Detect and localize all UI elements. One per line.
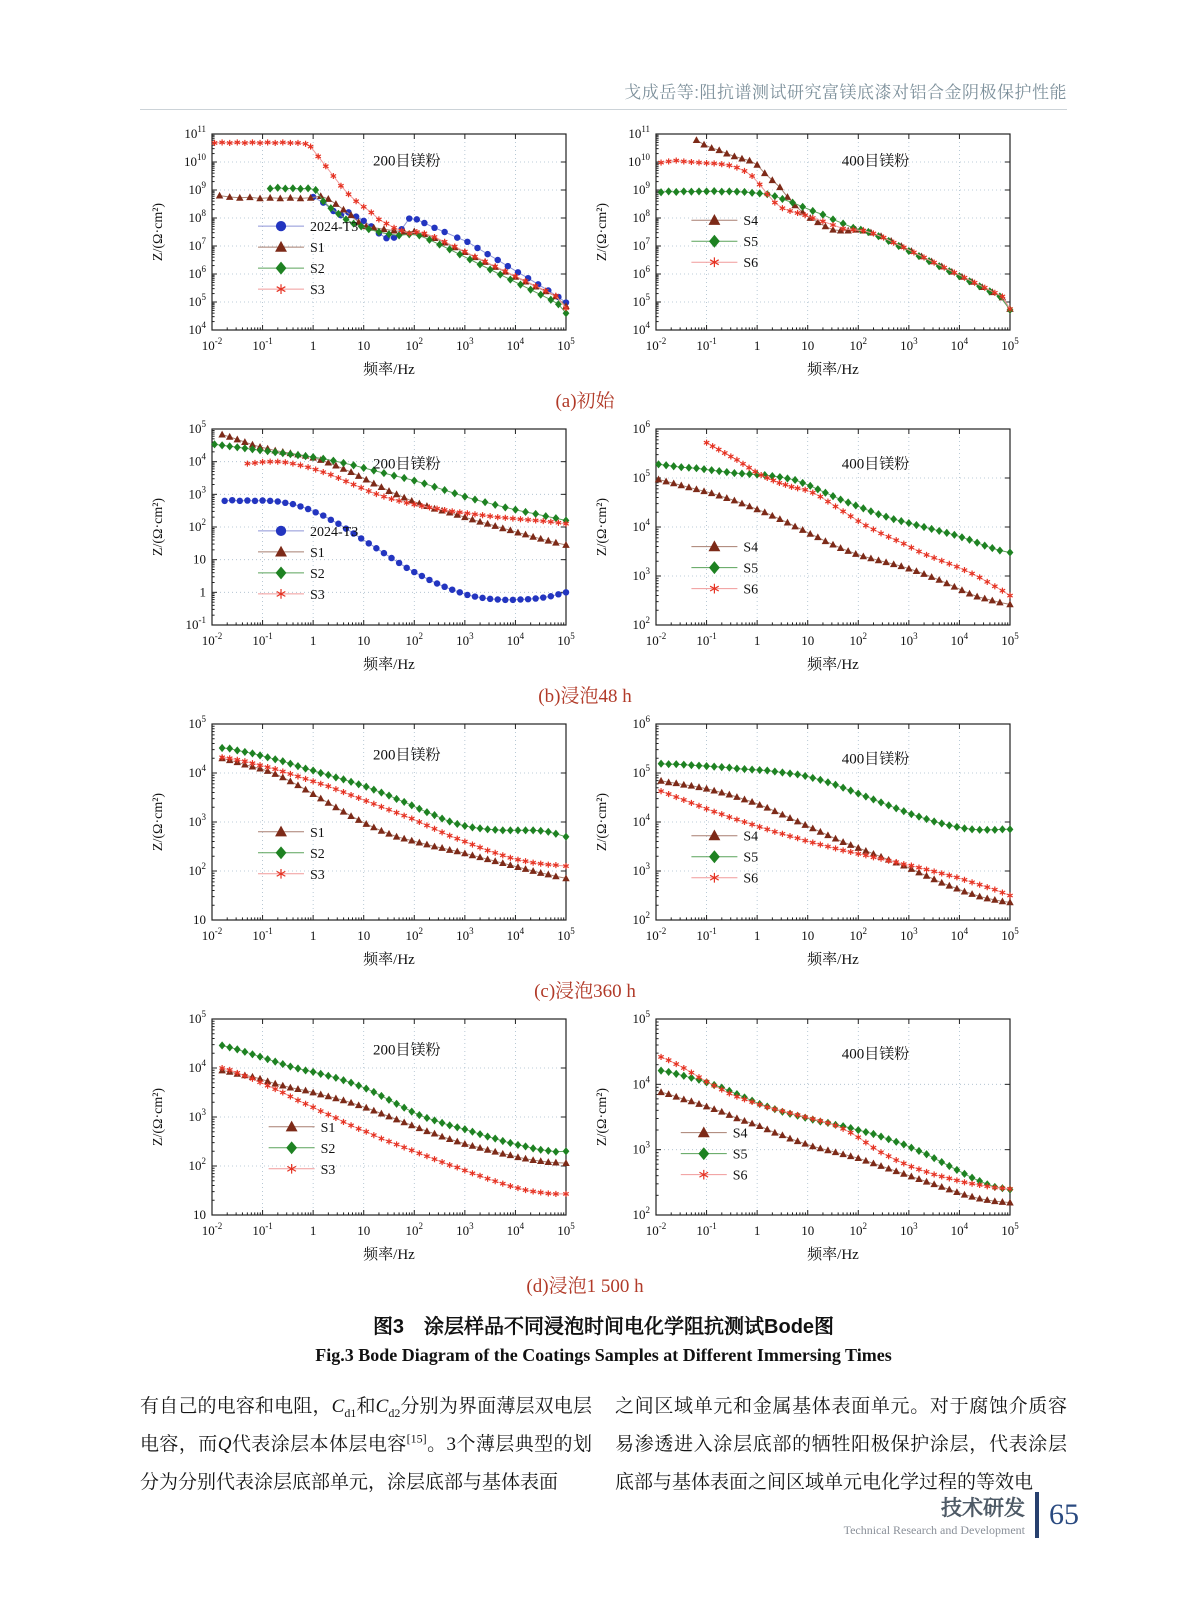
body-text-segment: Q <box>217 1434 232 1455</box>
svg-text:10-2: $10^{-2}$ <box>201 1221 223 1238</box>
svg-text:S2: S2 <box>310 566 325 582</box>
chart-series-S4 <box>657 777 1013 905</box>
figure-caption-zh: 图3 涂层样品不同浸泡时间电化学阻抗测试Bode图 <box>372 1316 835 1338</box>
svg-text:1: 1 <box>753 338 761 353</box>
svg-text:102: $10^2$ <box>188 517 206 534</box>
chart-legend <box>691 540 758 597</box>
svg-text:1011: $10^{11}$ <box>628 124 650 141</box>
svg-text:S6: S6 <box>743 871 759 887</box>
chart-ylabel: Z/(Ω·cm²) <box>595 792 610 852</box>
chart-ylabel: Z/(Ω·cm²) <box>595 497 610 557</box>
svg-text:S6: S6 <box>732 1168 748 1184</box>
row-caption-b: (b)浸泡48 h <box>538 686 632 707</box>
chart-plot-area <box>595 419 1019 673</box>
svg-text:102: $10^2$ <box>405 926 424 943</box>
svg-text:S2: S2 <box>310 262 325 278</box>
body-text-segment: 分别为界面薄层双电层电容，而 <box>140 1396 592 1455</box>
chart-title: 400目镁粉 <box>841 1046 910 1063</box>
chart-plot-area <box>151 1009 575 1263</box>
chart-legend <box>258 220 358 298</box>
body-text-segment: 有自己的电容和电阻， <box>140 1396 332 1417</box>
svg-text:105: $10^5$ <box>188 292 206 309</box>
svg-text:103: $10^3$ <box>632 1139 650 1157</box>
chart-title: 400目镁粉 <box>841 751 910 768</box>
chart-series-S5 <box>658 187 1014 314</box>
body-text-segment: [15] <box>406 1431 427 1446</box>
chart-legend <box>269 1121 336 1178</box>
svg-text:103: $10^3$ <box>456 631 474 648</box>
svg-text:10-1: $10^{-1}$ <box>185 615 206 632</box>
svg-text:102: $10^2$ <box>632 1205 650 1222</box>
figure-grid <box>140 124 1067 1304</box>
figure-caption-en: Fig.3 Bode Diagram of the Coatings Samples at Different Immersing Times <box>315 1345 892 1365</box>
svg-text:S1: S1 <box>310 825 325 841</box>
chart-ylabel: Z/(Ω·cm²) <box>151 792 166 852</box>
svg-text:1: 1 <box>199 584 206 600</box>
svg-text:104: $10^4$ <box>632 320 650 337</box>
row-caption-a: (a)初始 <box>555 391 615 412</box>
body-text-segment: 之间区域单元和金属基体表面单元。对于腐蚀介质容易渗透进入涂层底部的牺牲阳极保护涂层，代表涂层底部与基体表面之间区域单元电化学过程的等效电 <box>615 1396 1067 1493</box>
chart-ylabel: Z/(Ω·cm²) <box>151 1087 166 1147</box>
svg-text:S4: S4 <box>743 540 759 556</box>
chart-xlabel: 频率/Hz <box>807 362 859 378</box>
body-text-segment: 代表涂层本体层电容 <box>231 1434 407 1455</box>
chart-series-S2 <box>219 1041 570 1155</box>
svg-text:103: $10^3$ <box>900 631 918 648</box>
chart-plot-area <box>151 714 575 968</box>
svg-text:10: 10 <box>193 1207 206 1222</box>
svg-text:1: 1 <box>309 928 317 943</box>
svg-text:103: $10^3$ <box>188 1107 206 1124</box>
svg-text:102: $10^2$ <box>849 1221 868 1238</box>
chart-series-S1 <box>218 431 569 548</box>
svg-text:104: $10^4$ <box>188 451 206 469</box>
bode-chart-a-left <box>146 124 580 384</box>
chart-legend <box>691 214 758 271</box>
page-number: 65 <box>1049 1498 1079 1531</box>
page-content <box>140 0 1067 1502</box>
svg-text:103: $10^3$ <box>188 484 206 502</box>
svg-text:10-1: $10^{-1}$ <box>252 1221 273 1238</box>
svg-text:104: $10^4$ <box>506 336 525 353</box>
chart-xlabel: 频率/Hz <box>807 952 859 968</box>
svg-text:103: $10^3$ <box>632 566 650 583</box>
chart-series-S3 <box>219 754 568 869</box>
svg-text:S1: S1 <box>310 241 325 257</box>
header-divider <box>140 109 1067 110</box>
bode-chart-d-left <box>146 1009 580 1269</box>
svg-text:S2: S2 <box>320 1141 336 1157</box>
svg-text:10: 10 <box>801 633 815 648</box>
svg-text:10-2: $10^{-2}$ <box>645 631 667 648</box>
body-text-segment: d2 <box>388 1405 401 1420</box>
bode-chart-d-right <box>590 1009 1024 1269</box>
svg-text:104: $10^4$ <box>188 320 206 337</box>
svg-text:10: 10 <box>193 912 206 927</box>
svg-text:109: $10^9$ <box>188 180 206 197</box>
svg-text:104: $10^4$ <box>188 763 206 780</box>
chart-series-S2 <box>211 440 569 524</box>
chart-plot-area <box>595 714 1019 968</box>
svg-text:103: $10^3$ <box>632 861 650 878</box>
footer-divider-bar <box>1035 1492 1039 1538</box>
svg-text:102: $10^2$ <box>632 910 650 927</box>
svg-text:1: 1 <box>753 928 761 943</box>
svg-text:108: $10^8$ <box>188 208 206 225</box>
body-text-segment: C <box>331 1396 345 1417</box>
svg-text:S6: S6 <box>743 582 759 598</box>
body-paragraph-right <box>615 1388 1067 1502</box>
svg-text:102: $10^2$ <box>405 1221 424 1238</box>
footer-section-zh: 技术研发 <box>941 1497 1025 1520</box>
svg-text:1011: $10^{11}$ <box>184 124 206 141</box>
chart-gridlines <box>656 1019 1010 1215</box>
chart-legend <box>258 826 325 883</box>
svg-text:10: 10 <box>357 928 371 943</box>
svg-text:104: $10^4$ <box>632 517 650 534</box>
chart-xlabel: 频率/Hz <box>363 362 415 378</box>
svg-text:102: $10^2$ <box>632 615 650 632</box>
chart-gridlines <box>656 429 1010 625</box>
chart-legend <box>681 1126 748 1183</box>
svg-text:106: $10^6$ <box>632 419 650 436</box>
chart-xlabel: 频率/Hz <box>363 1247 415 1263</box>
svg-text:106: $10^6$ <box>632 714 650 731</box>
svg-text:1010: $10^{10}$ <box>628 152 650 169</box>
running-head-title: 戈成岳等:阻抗谱测试研究富镁底漆对铝合金阴极保护性能 <box>624 83 1067 102</box>
footer-section-en: Technical Research and Development <box>843 1523 1025 1537</box>
svg-text:S5: S5 <box>732 1147 748 1163</box>
svg-text:10: 10 <box>193 551 206 567</box>
chart-xlabel: 频率/Hz <box>807 1247 859 1263</box>
svg-text:103: $10^3$ <box>900 336 918 353</box>
svg-text:103: $10^3$ <box>456 1221 474 1238</box>
chart-ylabel: Z/(Ω·cm²) <box>595 1087 610 1147</box>
svg-text:2024-T3: 2024-T3 <box>310 524 359 540</box>
svg-text:1: 1 <box>309 1223 317 1238</box>
svg-text:106: $10^6$ <box>188 264 206 281</box>
chart-series-2024-T3 <box>221 497 569 603</box>
svg-text:1: 1 <box>309 633 317 648</box>
chart-legend <box>258 525 358 603</box>
svg-text:10-1: $10^{-1}$ <box>696 631 717 648</box>
chart-title: 200目镁粉 <box>372 456 441 473</box>
svg-text:105: $10^5$ <box>188 1009 206 1026</box>
chart-title: 400目镁粉 <box>841 456 910 473</box>
svg-text:10: 10 <box>801 1223 815 1238</box>
chart-series-S1 <box>218 1067 569 1166</box>
svg-text:108: $10^8$ <box>632 208 650 225</box>
svg-text:105: $10^5$ <box>557 926 575 943</box>
svg-text:105: $10^5$ <box>1001 1221 1019 1238</box>
svg-text:S5: S5 <box>743 235 759 251</box>
svg-text:104: $10^4$ <box>632 812 650 829</box>
svg-text:103: $10^3$ <box>188 812 206 829</box>
svg-text:10: 10 <box>357 633 371 648</box>
svg-text:S5: S5 <box>743 850 759 866</box>
chart-series-S5 <box>655 460 1013 556</box>
svg-text:102: $10^2$ <box>405 631 424 648</box>
chart-ticks <box>656 1019 1010 1215</box>
body-paragraph-left <box>140 1388 592 1502</box>
svg-text:10: 10 <box>801 928 815 943</box>
svg-text:S5: S5 <box>743 561 759 577</box>
chart-plot-area <box>151 419 575 673</box>
body-text-segment: 。3个薄层典型的划分为分别代表涂层底部单元，涂层底部与基体表面 <box>140 1434 592 1493</box>
bode-chart-a-right <box>590 124 1024 384</box>
svg-text:10: 10 <box>357 338 371 353</box>
chart-series-S3 <box>219 1065 568 1197</box>
chart-ylabel: Z/(Ω·cm²) <box>595 202 610 262</box>
svg-text:S1: S1 <box>320 1120 336 1136</box>
svg-text:1: 1 <box>753 1223 761 1238</box>
svg-text:10-1: $10^{-1}$ <box>696 1221 717 1238</box>
chart-series-S4 <box>657 1088 1013 1205</box>
page-footer <box>844 1492 1079 1538</box>
svg-text:105: $10^5$ <box>557 1221 575 1238</box>
svg-text:105: $10^5$ <box>1001 336 1019 353</box>
svg-text:104: $10^4$ <box>950 926 969 943</box>
svg-text:S4: S4 <box>732 1126 748 1142</box>
svg-text:105: $10^5$ <box>632 468 650 485</box>
svg-text:105: $10^5$ <box>1001 926 1019 943</box>
bode-chart-c-left <box>146 714 580 974</box>
svg-text:102: $10^2$ <box>405 336 424 353</box>
svg-text:103: $10^3$ <box>900 1221 918 1238</box>
svg-text:104: $10^4$ <box>950 336 969 353</box>
svg-text:109: $10^9$ <box>632 180 650 197</box>
svg-text:1: 1 <box>753 633 761 648</box>
chart-legend <box>691 830 758 887</box>
svg-text:105: $10^5$ <box>632 1009 650 1026</box>
svg-text:S4: S4 <box>743 214 759 230</box>
chart-title: 200目镁粉 <box>372 747 441 764</box>
svg-text:105: $10^5$ <box>557 631 575 648</box>
bode-chart-b-right <box>590 419 1024 679</box>
svg-text:104: $10^4$ <box>950 1221 969 1238</box>
svg-text:105: $10^5$ <box>188 714 206 731</box>
svg-text:104: $10^4$ <box>632 1074 650 1092</box>
svg-text:S2: S2 <box>310 846 325 862</box>
svg-text:10-1: $10^{-1}$ <box>252 631 273 648</box>
svg-text:102: $10^2$ <box>849 631 868 648</box>
svg-text:10-1: $10^{-1}$ <box>696 336 717 353</box>
svg-text:10-2: $10^{-2}$ <box>645 1221 667 1238</box>
svg-text:103: $10^3$ <box>456 336 474 353</box>
svg-text:S3: S3 <box>320 1162 336 1178</box>
svg-text:105: $10^5$ <box>632 763 650 780</box>
body-text-segment: 和 <box>356 1396 376 1417</box>
svg-text:106: $10^6$ <box>632 264 650 281</box>
svg-text:104: $10^4$ <box>950 631 969 648</box>
svg-text:105: $10^5$ <box>188 419 206 436</box>
svg-text:102: $10^2$ <box>188 861 206 878</box>
svg-text:10: 10 <box>357 1223 371 1238</box>
svg-text:103: $10^3$ <box>456 926 474 943</box>
row-caption-d: (d)浸泡1 500 h <box>526 1276 644 1297</box>
chart-title: 200目镁粉 <box>372 1042 441 1059</box>
svg-text:2024-T3: 2024-T3 <box>310 220 359 236</box>
bode-chart-c-right <box>590 714 1024 974</box>
svg-text:1010: $10^{10}$ <box>184 152 206 169</box>
svg-text:10-2: $10^{-2}$ <box>201 336 223 353</box>
svg-text:S3: S3 <box>310 283 325 299</box>
body-text <box>140 1388 1067 1502</box>
chart-xlabel: 频率/Hz <box>363 952 415 968</box>
chart-ylabel: Z/(Ω·cm²) <box>151 497 166 557</box>
body-text-segment: C <box>375 1396 389 1417</box>
bode-chart-b-left <box>146 419 580 679</box>
svg-text:107: $10^7$ <box>632 236 650 253</box>
svg-text:105: $10^5$ <box>557 336 575 353</box>
svg-text:10-2: $10^{-2}$ <box>645 336 667 353</box>
svg-text:104: $10^4$ <box>506 631 525 648</box>
svg-text:104: $10^4$ <box>506 926 525 943</box>
svg-text:102: $10^2$ <box>188 1156 206 1173</box>
svg-text:104: $10^4$ <box>188 1058 206 1075</box>
svg-text:10-2: $10^{-2}$ <box>201 926 223 943</box>
svg-text:107: $10^7$ <box>188 236 206 253</box>
svg-text:S6: S6 <box>743 256 759 272</box>
svg-text:S3: S3 <box>310 587 325 603</box>
svg-text:105: $10^5$ <box>1001 631 1019 648</box>
chart-series-S1 <box>216 192 570 309</box>
chart-title: 200目镁粉 <box>372 153 441 170</box>
svg-text:S3: S3 <box>310 867 325 883</box>
row-caption-c: (c)浸泡360 h <box>534 981 636 1002</box>
svg-text:10-2: $10^{-2}$ <box>201 631 223 648</box>
chart-xlabel: 频率/Hz <box>363 657 415 673</box>
svg-text:102: $10^2$ <box>849 926 868 943</box>
svg-text:10: 10 <box>801 338 815 353</box>
svg-text:10-1: $10^{-1}$ <box>252 926 273 943</box>
chart-series-S1 <box>218 754 569 881</box>
svg-text:1: 1 <box>309 338 317 353</box>
svg-text:10-2: $10^{-2}$ <box>645 926 667 943</box>
svg-text:102: $10^2$ <box>849 336 868 353</box>
svg-text:105: $10^5$ <box>632 292 650 309</box>
svg-text:10-1: $10^{-1}$ <box>252 336 273 353</box>
chart-plot-area <box>151 124 575 378</box>
footer-section-labels <box>844 1492 1025 1538</box>
chart-plot-area <box>595 1009 1019 1263</box>
svg-text:103: $10^3$ <box>900 926 918 943</box>
chart-plot-area <box>595 124 1019 378</box>
svg-text:10-1: $10^{-1}$ <box>696 926 717 943</box>
svg-text:S4: S4 <box>743 829 759 845</box>
chart-ylabel: Z/(Ω·cm²) <box>151 202 166 262</box>
svg-text:S1: S1 <box>310 545 325 561</box>
chart-xlabel: 频率/Hz <box>807 657 859 673</box>
chart-title: 400目镁粉 <box>841 153 910 170</box>
chart-series-S5 <box>658 760 1014 834</box>
svg-text:104: $10^4$ <box>506 1221 525 1238</box>
body-text-segment: d1 <box>344 1405 357 1420</box>
